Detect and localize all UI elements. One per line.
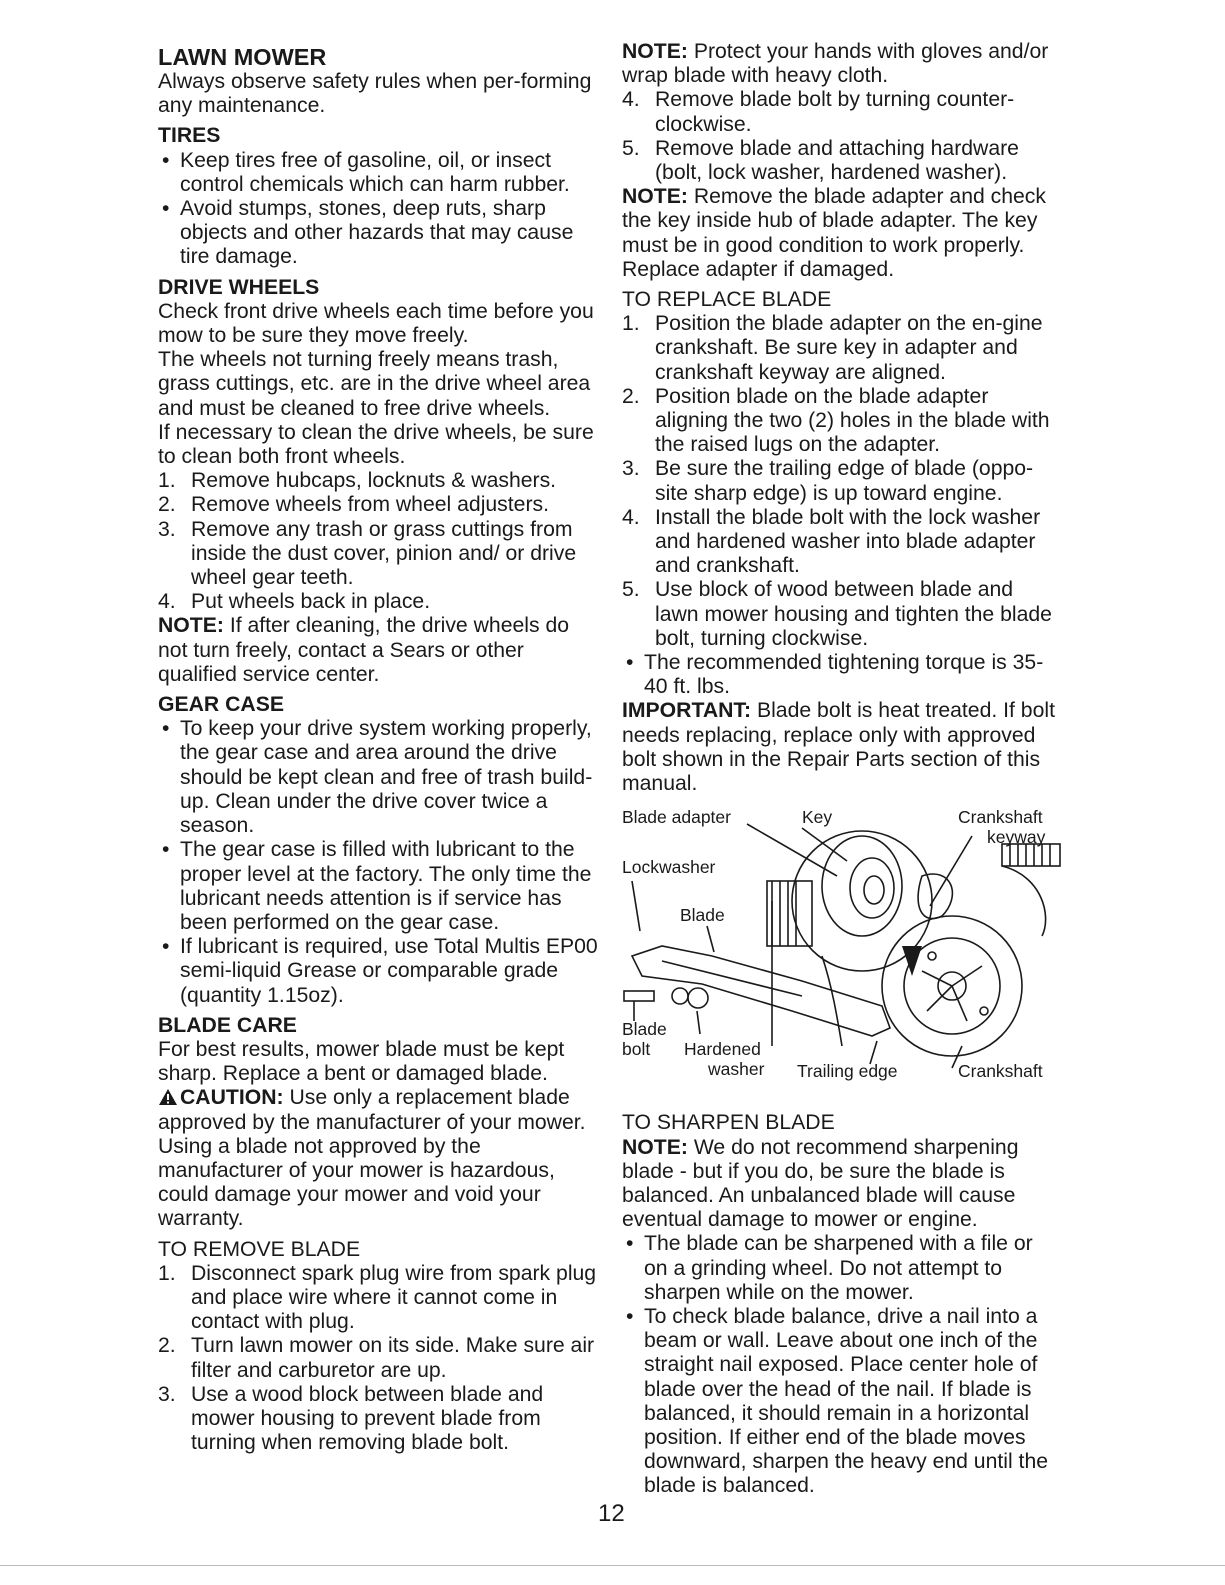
- list-item: • Keep tires free of gasoline, oil, or insect control chemicals which can harm rubber.: [162, 148, 570, 196]
- blade-assembly-diagram: [622, 806, 1062, 1101]
- list-item: • To keep your drive system working properly, the gear case and area around the drive should be kept clean and free of trash build-up. Clean under the drive cover twice a season.: [162, 717, 593, 838]
- list-item: 5. Use block of wood between blade and lawn mower housing and tighten the blade bolt, turning clockwise.: [622, 578, 1052, 650]
- note-paragraph: NOTE: We do not recommend sharpening blade - but if you do, be sure the blade is balanced. An unbalanced blade will cause eventual damage to mower or engine.: [622, 1135, 1019, 1232]
- warning-triangle-icon: [158, 1088, 178, 1106]
- important-paragraph: IMPORTANT: Blade bolt is heat treated. If bolt needs replacing, replace only with approved bolt shown in the Repair Parts section of this manual.: [622, 699, 1055, 796]
- list-item: • Avoid stumps, stones, deep ruts, sharp objects and other hazards that may cause tire damage.: [162, 197, 574, 269]
- list-item: 2. Turn lawn mower on its side. Make sure air filter and carburetor are up.: [158, 1334, 595, 1382]
- note-label: NOTE:: [622, 1135, 688, 1159]
- list-item: 2. Remove wheels from wheel adjusters.: [158, 493, 549, 517]
- label-hardened-washer: Hardened: [684, 1039, 761, 1060]
- label-blade-bolt: bolt: [622, 1039, 651, 1060]
- note-label: NOTE:: [622, 40, 688, 63]
- list-item: 5. Remove blade and attaching hardware (bolt, lock washer, hardened washer).: [622, 136, 1019, 185]
- list-item: 4. Remove blade bolt by turning counter-clockwise.: [622, 88, 1015, 136]
- heading-sharpen-blade: TO SHARPEN BLADE: [622, 1111, 835, 1135]
- heading-remove-blade: TO REMOVE BLADE: [158, 1237, 361, 1261]
- list-item: 1. Remove hubcaps, locknuts & washers.: [158, 469, 557, 493]
- page-number: 12: [598, 1500, 625, 1527]
- label-hardened-washer: washer: [708, 1059, 765, 1080]
- list-item: • The recommended tightening torque is 35-40 ft. lbs.: [626, 651, 1044, 699]
- important-label: IMPORTANT:: [622, 699, 752, 723]
- label-key: Key: [802, 807, 833, 828]
- right-column: [622, 40, 1062, 1499]
- list-item: 1. Position the blade adapter on the en-gine crankshaft. Be sure key in adapter and crankshaft keyway are aligned.: [622, 312, 1043, 384]
- list-item: • To check blade balance, drive a nail into a beam or wall. Leave about one inch of the straight nail exposed. Place center hole of blade over the head of the nail. If blade is balanced, it should remain in a horizontal position. If either end of the blade moves downward, sharpen the heavy end until the blade is balanced.: [626, 1304, 1049, 1498]
- paragraph: Check front drive wheels each time before you mow to be sure they move freely.: [158, 299, 594, 348]
- heading-drive-wheels: DRIVE WHEELS: [158, 275, 320, 299]
- label-crankshaft-keyway: keyway: [987, 827, 1046, 848]
- caution-paragraph: CAUTION: Use only a replacement blade approved by the manufacturer of your mower. Using a blade not approved by the manufacturer of your mower is hazardous, could damage your mower and void your warranty.: [158, 1086, 586, 1231]
- list-item: 3. Remove any trash or grass cuttings from inside the dust cover, pinion and/ or drive wheel gear teeth.: [158, 517, 577, 590]
- list-item: 3. Use a wood block between blade and mower housing to prevent blade from turning when removing blade bolt.: [158, 1382, 544, 1455]
- heading-tires: TIRES: [158, 124, 221, 148]
- list-item: • The blade can be sharpened with a file or on a grinding wheel. Do not attempt to sharpen while on the mower.: [626, 1232, 1033, 1304]
- label-crankshaft-keyway: Crankshaft: [958, 807, 1043, 828]
- label-lockwasher: Lockwasher: [622, 857, 716, 878]
- caution-label: CAUTION:: [180, 1086, 284, 1110]
- label-trailing-edge: Trailing edge: [797, 1061, 898, 1082]
- list-item: 3. Be sure the trailing edge of blade (oppo-site sharp edge) is up toward engine.: [622, 457, 1034, 505]
- label-crankshaft: Crankshaft: [958, 1061, 1043, 1082]
- label-blade-bolt: Blade: [622, 1019, 667, 1040]
- list-item: 2. Position blade on the blade adapter aligning the two (2) holes in the blade with the raised lugs on the adapter.: [622, 384, 1050, 457]
- list-item: • The gear case is filled with lubricant to the proper level at the factory. The only time the lubricant needs attention is if service has been performed on the gear case.: [162, 838, 592, 934]
- list-item: 4. Install the blade bolt with the lock washer and hardened washer into blade adapter and crankshaft.: [622, 505, 1041, 578]
- note-paragraph: NOTE: Remove the blade adapter and check the key inside hub of blade adapter. The key must be in good condition to work properly. Replace adapter if damaged.: [622, 185, 1046, 281]
- section-title-lawn-mower: LAWN MOWER: [158, 44, 327, 70]
- note-label: NOTE:: [622, 185, 688, 209]
- paragraph: If necessary to clean the drive wheels, be sure to clean both front wheels.: [158, 420, 594, 469]
- list-item: 1. Disconnect spark plug wire from spark plug and place wire where it cannot come in contact with plug.: [158, 1261, 597, 1334]
- paragraph: The wheels not turning freely means trash, grass cuttings, etc. are in the drive wheel area and must be cleaned to free drive wheels.: [158, 348, 591, 420]
- note-paragraph: NOTE: If after cleaning, the drive wheels do not turn freely, contact a Sears or other qualified service center.: [158, 614, 570, 686]
- note-paragraph: NOTE: Protect your hands with gloves and/or wrap blade with heavy cloth.: [622, 40, 1049, 88]
- intro-text: Always observe safety rules when per-forming any maintenance.: [158, 70, 592, 118]
- paragraph: For best results, mower blade must be kept sharp. Replace a bent or damaged blade.: [158, 1037, 565, 1086]
- list-item: • If lubricant is required, use Total Multis EP00 semi-liquid Grease or comparable grade (quantity 1.15oz).: [162, 935, 598, 1007]
- heading-gear-case: GEAR CASE: [158, 693, 284, 717]
- heading-blade-care: BLADE CARE: [158, 1013, 297, 1037]
- label-blade-adapter: Blade adapter: [622, 807, 731, 828]
- heading-replace-blade: TO REPLACE BLADE: [622, 288, 832, 312]
- left-column: [158, 40, 598, 1455]
- label-blade: Blade: [680, 905, 725, 926]
- note-label: NOTE:: [158, 614, 224, 638]
- list-item: 4. Put wheels back in place.: [158, 590, 431, 614]
- bottom-rule: [0, 1565, 1225, 1566]
